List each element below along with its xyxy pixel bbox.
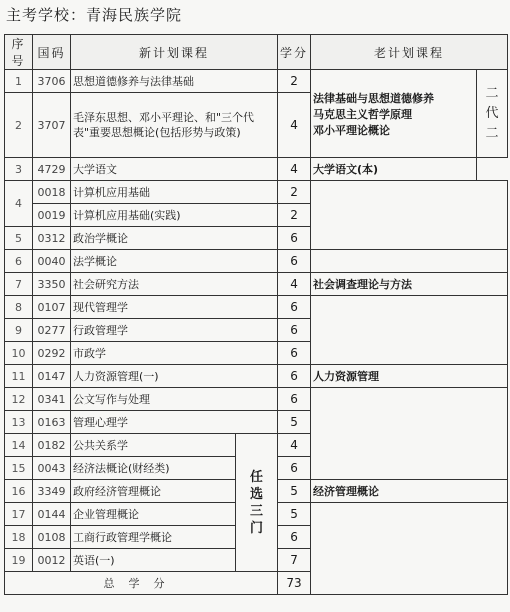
- row-seq: 15: [5, 457, 33, 480]
- row-code: 0341: [33, 388, 71, 411]
- row-seq: 13: [5, 411, 33, 434]
- row-seq: 12: [5, 388, 33, 411]
- row-credit: 6: [278, 526, 311, 549]
- row-code: 0107: [33, 296, 71, 319]
- row-course: 毛泽东思想、邓小平理论、和"三个代表"重要思想概论(包括形势与政策): [71, 93, 278, 158]
- note-char: 任: [250, 469, 264, 485]
- note-char: 二: [485, 125, 499, 141]
- table-row: [5, 296, 508, 319]
- row-course: 公文写作与处理: [71, 388, 278, 411]
- row-credit: 4: [278, 273, 311, 296]
- old-course-item: 马克思主义哲学原理: [313, 107, 413, 121]
- row-course: 政府经济管理概论: [71, 480, 236, 503]
- row-code: 0018: [33, 181, 71, 204]
- row-code: 3350: [33, 273, 71, 296]
- note-char: 二: [485, 85, 499, 101]
- curriculum-table: [4, 34, 508, 595]
- row-credit: 7: [278, 549, 311, 572]
- row-code: 0147: [33, 365, 71, 388]
- old-social-course: 社会调查理论与方法: [311, 273, 508, 296]
- row-seq: 16: [5, 480, 33, 503]
- row-credit: 6: [278, 227, 311, 250]
- row-seq: 11: [5, 365, 33, 388]
- row-seq: 5: [5, 227, 33, 250]
- table-row: [5, 388, 508, 411]
- table-row: [5, 70, 508, 93]
- total-credit: 73: [278, 572, 311, 595]
- header-old-courses: 老计划课程: [311, 35, 508, 70]
- row-code: 4729: [33, 158, 71, 181]
- row-credit: 2: [278, 204, 311, 227]
- old-course-item: 邓小平理论概论: [313, 123, 391, 137]
- row-course: 经济法概论(财经类): [71, 457, 236, 480]
- header-seq: 序号: [5, 35, 33, 70]
- row-credit: 6: [278, 250, 311, 273]
- row-code: 0182: [33, 434, 71, 457]
- note-char: 选: [250, 486, 264, 502]
- row-course: 思想道德修养与法律基础: [71, 70, 278, 93]
- row-seq: 19: [5, 549, 33, 572]
- old-course-item: 法律基础与思想道德修养: [313, 91, 435, 105]
- row-credit: 5: [278, 411, 311, 434]
- row-seq: 14: [5, 434, 33, 457]
- row-code: 0040: [33, 250, 71, 273]
- row-seq: 7: [5, 273, 33, 296]
- old-politics-courses: [311, 70, 477, 158]
- row-code: 0019: [33, 204, 71, 227]
- row-credit: 2: [278, 181, 311, 204]
- row-credit: 2: [278, 70, 311, 93]
- header-code: 国码: [33, 35, 71, 70]
- row-credit: 5: [278, 480, 311, 503]
- row-credit: 6: [278, 365, 311, 388]
- table-row: [5, 273, 508, 296]
- total-label: 总学分: [5, 572, 278, 595]
- row-code: 3349: [33, 480, 71, 503]
- row-course: 行政管理学: [71, 319, 278, 342]
- row-seq: 18: [5, 526, 33, 549]
- table-row: [5, 181, 508, 204]
- row-seq: 6: [5, 250, 33, 273]
- header-credit: 学分: [278, 35, 311, 70]
- row-course: 公共关系学: [71, 434, 236, 457]
- old-politics-note: [477, 70, 508, 158]
- table-row: [5, 158, 508, 181]
- row-course: 计算机应用基础(实践): [71, 204, 278, 227]
- row-credit: 6: [278, 296, 311, 319]
- note-char: 三: [250, 503, 264, 519]
- row-course: 社会研究方法: [71, 273, 278, 296]
- row-seq: 1: [5, 70, 33, 93]
- row-seq: 10: [5, 342, 33, 365]
- row-course: 管理心理学: [71, 411, 278, 434]
- row-seq: 8: [5, 296, 33, 319]
- row-code: 0043: [33, 457, 71, 480]
- row-code: 0108: [33, 526, 71, 549]
- row-seq: 3: [5, 158, 33, 181]
- row-credit: 6: [278, 342, 311, 365]
- row-course: 计算机应用基础: [71, 181, 278, 204]
- row-code: 0312: [33, 227, 71, 250]
- row-course: 现代管理学: [71, 296, 278, 319]
- row-credit: 6: [278, 457, 311, 480]
- row-seq: 4: [5, 181, 33, 227]
- row-credit: 4: [278, 93, 311, 158]
- row-course: 大学语文: [71, 158, 278, 181]
- row-credit: 6: [278, 319, 311, 342]
- row-course: 英语(一): [71, 549, 236, 572]
- row-course: 企业管理概论: [71, 503, 236, 526]
- row-code: 0012: [33, 549, 71, 572]
- row-course: 工商行政管理学概论: [71, 526, 236, 549]
- row-credit: 4: [278, 158, 311, 181]
- table-row: [5, 250, 508, 273]
- elective-note: [236, 434, 278, 572]
- row-code: 3706: [33, 70, 71, 93]
- row-course: 政治学概论: [71, 227, 278, 250]
- old-hr-course: 人力资源管理: [311, 365, 508, 388]
- table-row: [5, 365, 508, 388]
- row-course: 法学概论: [71, 250, 278, 273]
- row-credit: 4: [278, 434, 311, 457]
- header-row: [5, 35, 508, 70]
- row-code: 0277: [33, 319, 71, 342]
- row-code: 0144: [33, 503, 71, 526]
- row-course: 人力资源管理(一): [71, 365, 278, 388]
- old-chinese-course: 大学语文(本): [311, 158, 477, 181]
- row-seq: 17: [5, 503, 33, 526]
- row-credit: 5: [278, 503, 311, 526]
- row-code: 0292: [33, 342, 71, 365]
- row-seq: 2: [5, 93, 33, 158]
- row-credit: 6: [278, 388, 311, 411]
- note-char: 代: [485, 105, 499, 121]
- note-char: 门: [250, 520, 264, 536]
- row-code: 3707: [33, 93, 71, 158]
- school-title: 主考学校：青海民族学院: [6, 6, 183, 24]
- row-seq: 9: [5, 319, 33, 342]
- header-new-courses: 新计划课程: [71, 35, 278, 70]
- row-course: 市政学: [71, 342, 278, 365]
- row-code: 0163: [33, 411, 71, 434]
- old-econ-course: 经济管理概论: [311, 480, 508, 503]
